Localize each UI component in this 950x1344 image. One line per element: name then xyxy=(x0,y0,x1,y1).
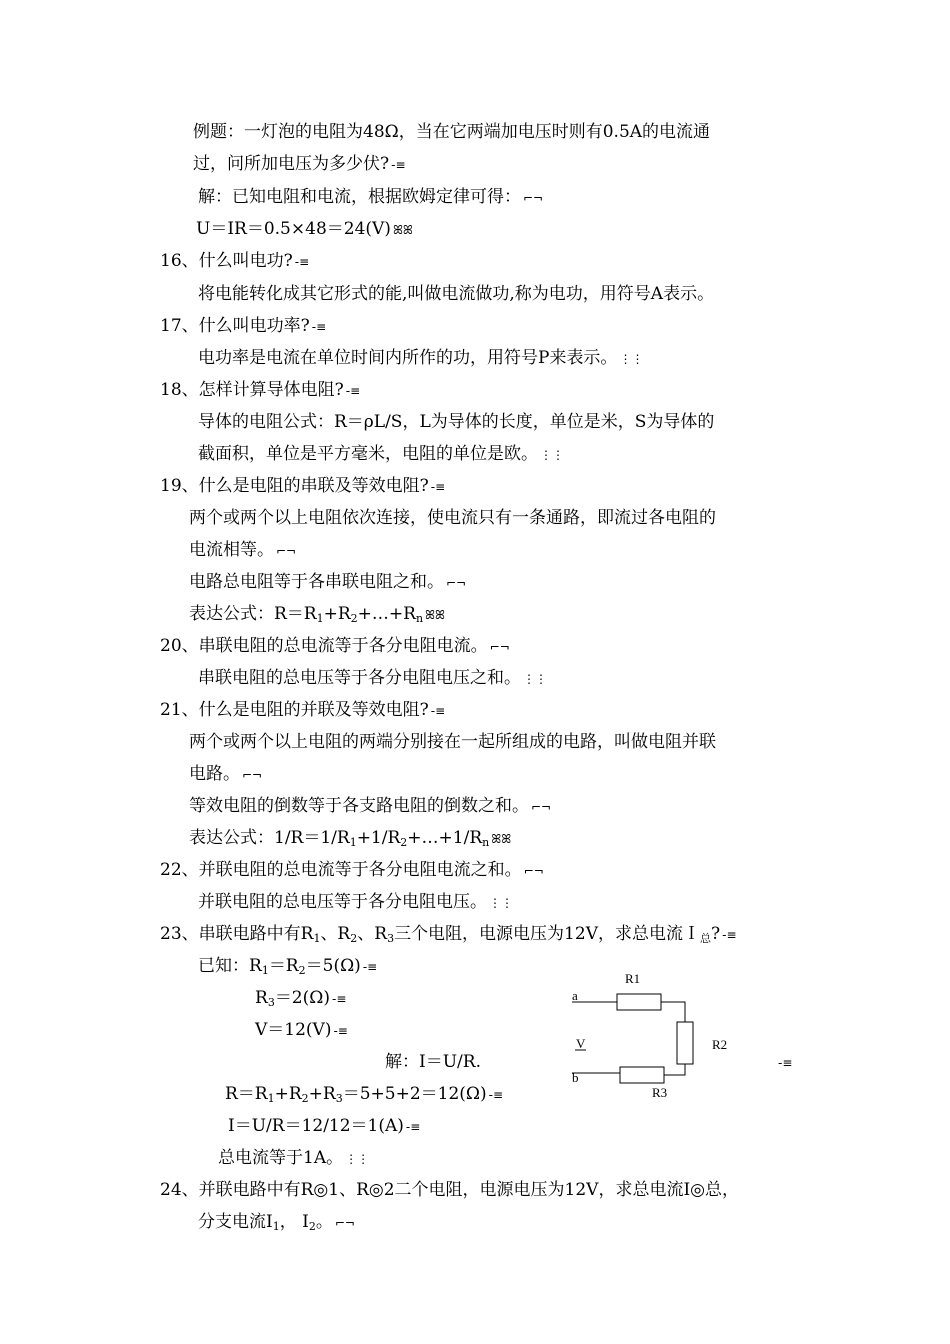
q19-answer-line1: 两个或两个以上电阻依次连接，使电流只有一条通路，即流过各电阻的 xyxy=(189,508,716,528)
example-question-line1: 例题：一灯泡的电阻为48Ω，当在它两端加电压时则有0.5A的电流通 xyxy=(193,122,711,142)
diagram-mark: -≡ xyxy=(778,1056,793,1070)
resistor-r2 xyxy=(677,1022,693,1064)
q21-formula: 表达公式：$1/R=1/R_1+1/R_2+\dots+1/R_n$ ꕤꕤ xyxy=(189,828,512,849)
example-answer-line1: 解：已知电阻和电流，根据欧姆定律可得： ⌐¬ xyxy=(198,187,544,207)
label-r3: R3 xyxy=(652,1085,668,1100)
q16-answer: 将电能转化成其它形式的能,叫做电流做功,称为电功，用符号A表示。 xyxy=(198,284,715,304)
q16-question: 16、什么叫电功? -≡ xyxy=(160,251,310,271)
label-v: V xyxy=(576,1036,586,1051)
example-answer-line2: U＝IR＝0.5×48＝24(V) ꕤꕤ xyxy=(196,219,413,239)
q20-answer: 串联电阻的总电压等于各分电阻电压之和。 ⋮⋮ xyxy=(198,668,547,688)
q24-question-line2: 分支电流$I_1$， $I_2$。 ⌐¬ xyxy=(198,1212,355,1233)
q22-question: 22、并联电阻的总电流等于各分电阻电流之和。 ⌐¬ xyxy=(160,860,544,880)
resistor-r3 xyxy=(620,1067,664,1083)
q23-current-calc: I＝U/R＝12/12＝1(A) -≡ xyxy=(228,1116,421,1136)
q23-known-1: 已知：$R_1=R_2=5(\Omega)$ -≡ xyxy=(198,956,378,977)
q17-answer: 电功率是电流在单位时间内所作的功，用符号P来表示。 ⋮⋮ xyxy=(198,348,644,368)
label-a: a xyxy=(572,988,578,1003)
q21-question: 21、什么是电阻的并联及等效电阻? -≡ xyxy=(160,700,446,720)
q18-question: 18、怎样计算导体电阻? -≡ xyxy=(160,380,361,400)
q21-answer-line3: 等效电阻的倒数等于各支路电阻的倒数之和。 ⌐¬ xyxy=(189,796,552,816)
q19-question: 19、什么是电阻的串联及等效电阻? -≡ xyxy=(160,476,446,496)
q23-resistance-calc: $R=R_1+R_2+R_3=5+5+2=12(\Omega)$ -≡ xyxy=(225,1084,504,1105)
q18-answer-line2: 截面积，单位是平方毫米，电阻的单位是欧。 ⋮⋮ xyxy=(198,444,564,464)
q21-answer-line2: 电路。 ⌐¬ xyxy=(189,764,263,784)
q22-answer: 并联电阻的总电压等于各分电阻电压。 ⋮⋮ xyxy=(198,892,513,912)
label-r2: R2 xyxy=(712,1037,728,1052)
q18-answer-line1: 导体的电阻公式：R＝ρL/S，L为导体的长度，单位是米，S为导体的 xyxy=(198,412,715,432)
wire-r1-r2 xyxy=(661,1002,685,1022)
label-r1: R1 xyxy=(625,971,641,986)
q23-total: 总电流等于1A。 ⋮⋮ xyxy=(218,1148,370,1168)
q21-answer-line1: 两个或两个以上电阻的两端分别接在一起所组成的电路，叫做电阻并联 xyxy=(189,732,716,752)
q19-answer-line3: 电路总电阻等于各串联电阻之和。 ⌐¬ xyxy=(189,572,467,592)
q19-answer-line2: 电流相等。 ⌐¬ xyxy=(189,540,297,560)
q17-question: 17、什么叫电功率? -≡ xyxy=(160,316,327,336)
q23-known-3: V＝12(V) -≡ xyxy=(255,1020,348,1040)
example-question-line2: 过，问所加电压为多少伏? -≡ xyxy=(193,154,406,174)
q23-known-2: $R_3=2(\Omega)$ -≡ xyxy=(255,988,347,1009)
wire-r2-r3 xyxy=(664,1064,685,1075)
q20-question: 20、串联电阻的总电流等于各分电阻电流。 ⌐¬ xyxy=(160,636,510,656)
q23-solution: 解：I＝U/R. xyxy=(385,1052,481,1072)
q24-question: 24、并联电路中有R◎1、R◎2二个电阻，电源电压为12V，求总电流I◎总， xyxy=(160,1180,739,1200)
label-b: b xyxy=(572,1070,579,1085)
series-circuit-diagram xyxy=(560,965,740,1105)
q23-question: 23、串联电路中有$R_1$、$R_2$、$R_3$三个电阻，电源电压为12V，求总电流Ｉ$_总$? -≡ xyxy=(160,924,737,945)
resistor-r1 xyxy=(617,994,661,1010)
q19-formula: 表达公式：$R=R_1+R_2+\dots+R_n$ ꕤꕤ xyxy=(189,604,446,625)
